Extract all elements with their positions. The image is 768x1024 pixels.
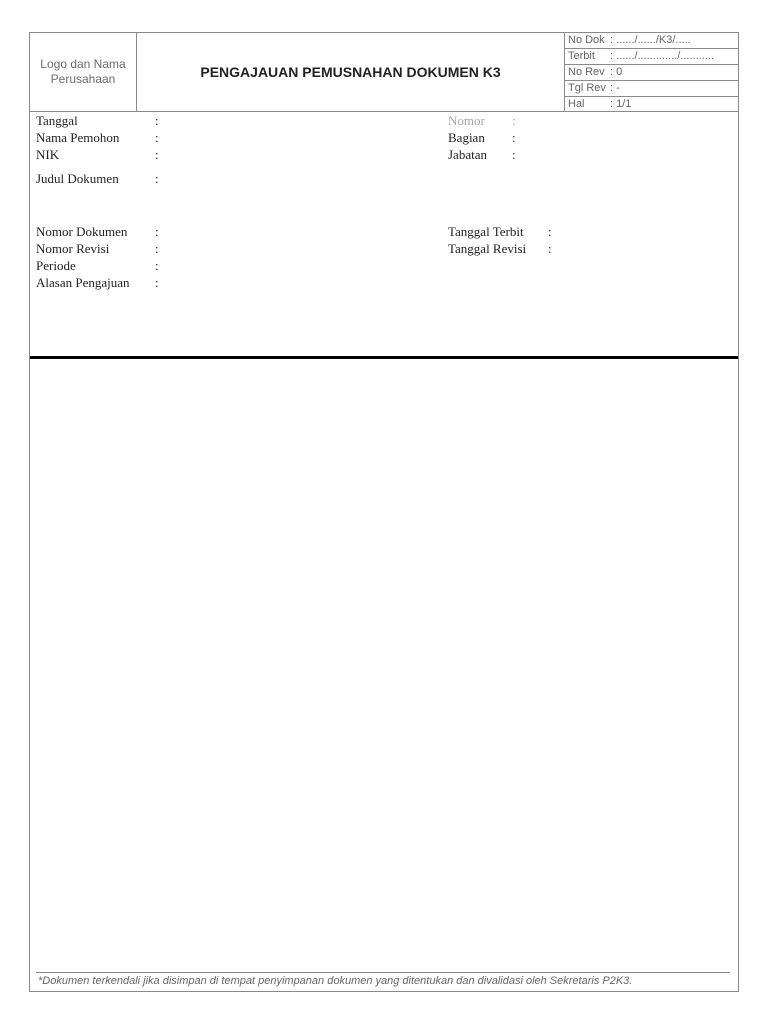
label-judul-dokumen: Judul Dokumen [36,171,119,186]
logo-text-line1: Logo dan Nama [40,57,126,71]
document-frame [29,32,739,992]
colon: : [548,224,552,239]
meta-value: : ....../............./........... [610,50,714,62]
colon: : [155,241,159,256]
label-nomor-revisi: Nomor Revisi [36,241,110,256]
label-nomor-dokumen: Nomor Dokumen [36,224,128,239]
meta-value: : - [610,82,620,94]
colon: : [548,241,552,256]
meta-row-hal [565,97,738,112]
footer-note: *Dokumen terkendali jika disimpan di tempat penyimpanan dokumen yang ditentukan dan divalidasi oleh Sekretaris P2K3. [38,975,633,987]
logo-placeholder [30,33,137,111]
label-periode: Periode [36,258,76,273]
colon: : [512,147,516,162]
meta-value: : 1/1 [610,98,632,110]
colon: : [155,147,159,162]
colon: : [155,171,159,186]
meta-value: : ....../....../K3/..... [610,34,691,46]
document-title: PENGAJAUAN PEMUSNAHAN DOKUMEN K3 [137,33,565,111]
meta-row-no-dok [565,33,738,49]
colon: : [155,130,159,145]
logo-text-line2: Perusahaan [50,72,116,86]
colon: : [155,113,159,128]
meta-row-tgl-rev [565,81,738,97]
colon: : [155,224,159,239]
label-alasan-pengajuan: Alasan Pengajuan [36,275,130,290]
meta-row-terbit [565,49,738,65]
label-jabatan: Jabatan [448,147,487,162]
label-bagian: Bagian [448,130,485,145]
label-nomor: Nomor [448,113,485,128]
colon: : [512,130,516,145]
meta-row-no-rev [565,65,738,81]
label-tanggal: Tanggal [36,113,78,128]
label-nik: NIK [36,147,60,162]
colon: : [155,275,159,290]
meta-key: No Dok [568,34,605,46]
meta-key: Hal [568,98,585,110]
document-header [30,33,738,112]
label-nama-pemohon: Nama Pemohon [36,130,120,145]
label-tanggal-revisi: Tanggal Revisi [448,241,527,256]
colon: : [512,113,516,128]
document-meta-table [565,33,738,111]
meta-key: No Rev [568,66,605,78]
label-tanggal-terbit: Tanggal Terbit [448,224,524,239]
meta-key: Tgl Rev [568,82,606,94]
meta-key: Terbit [568,50,595,62]
form-fields [30,112,738,356]
colon: : [155,258,159,273]
meta-value: : 0 [610,66,623,78]
footer-divider [36,972,730,973]
section-divider [30,356,738,359]
